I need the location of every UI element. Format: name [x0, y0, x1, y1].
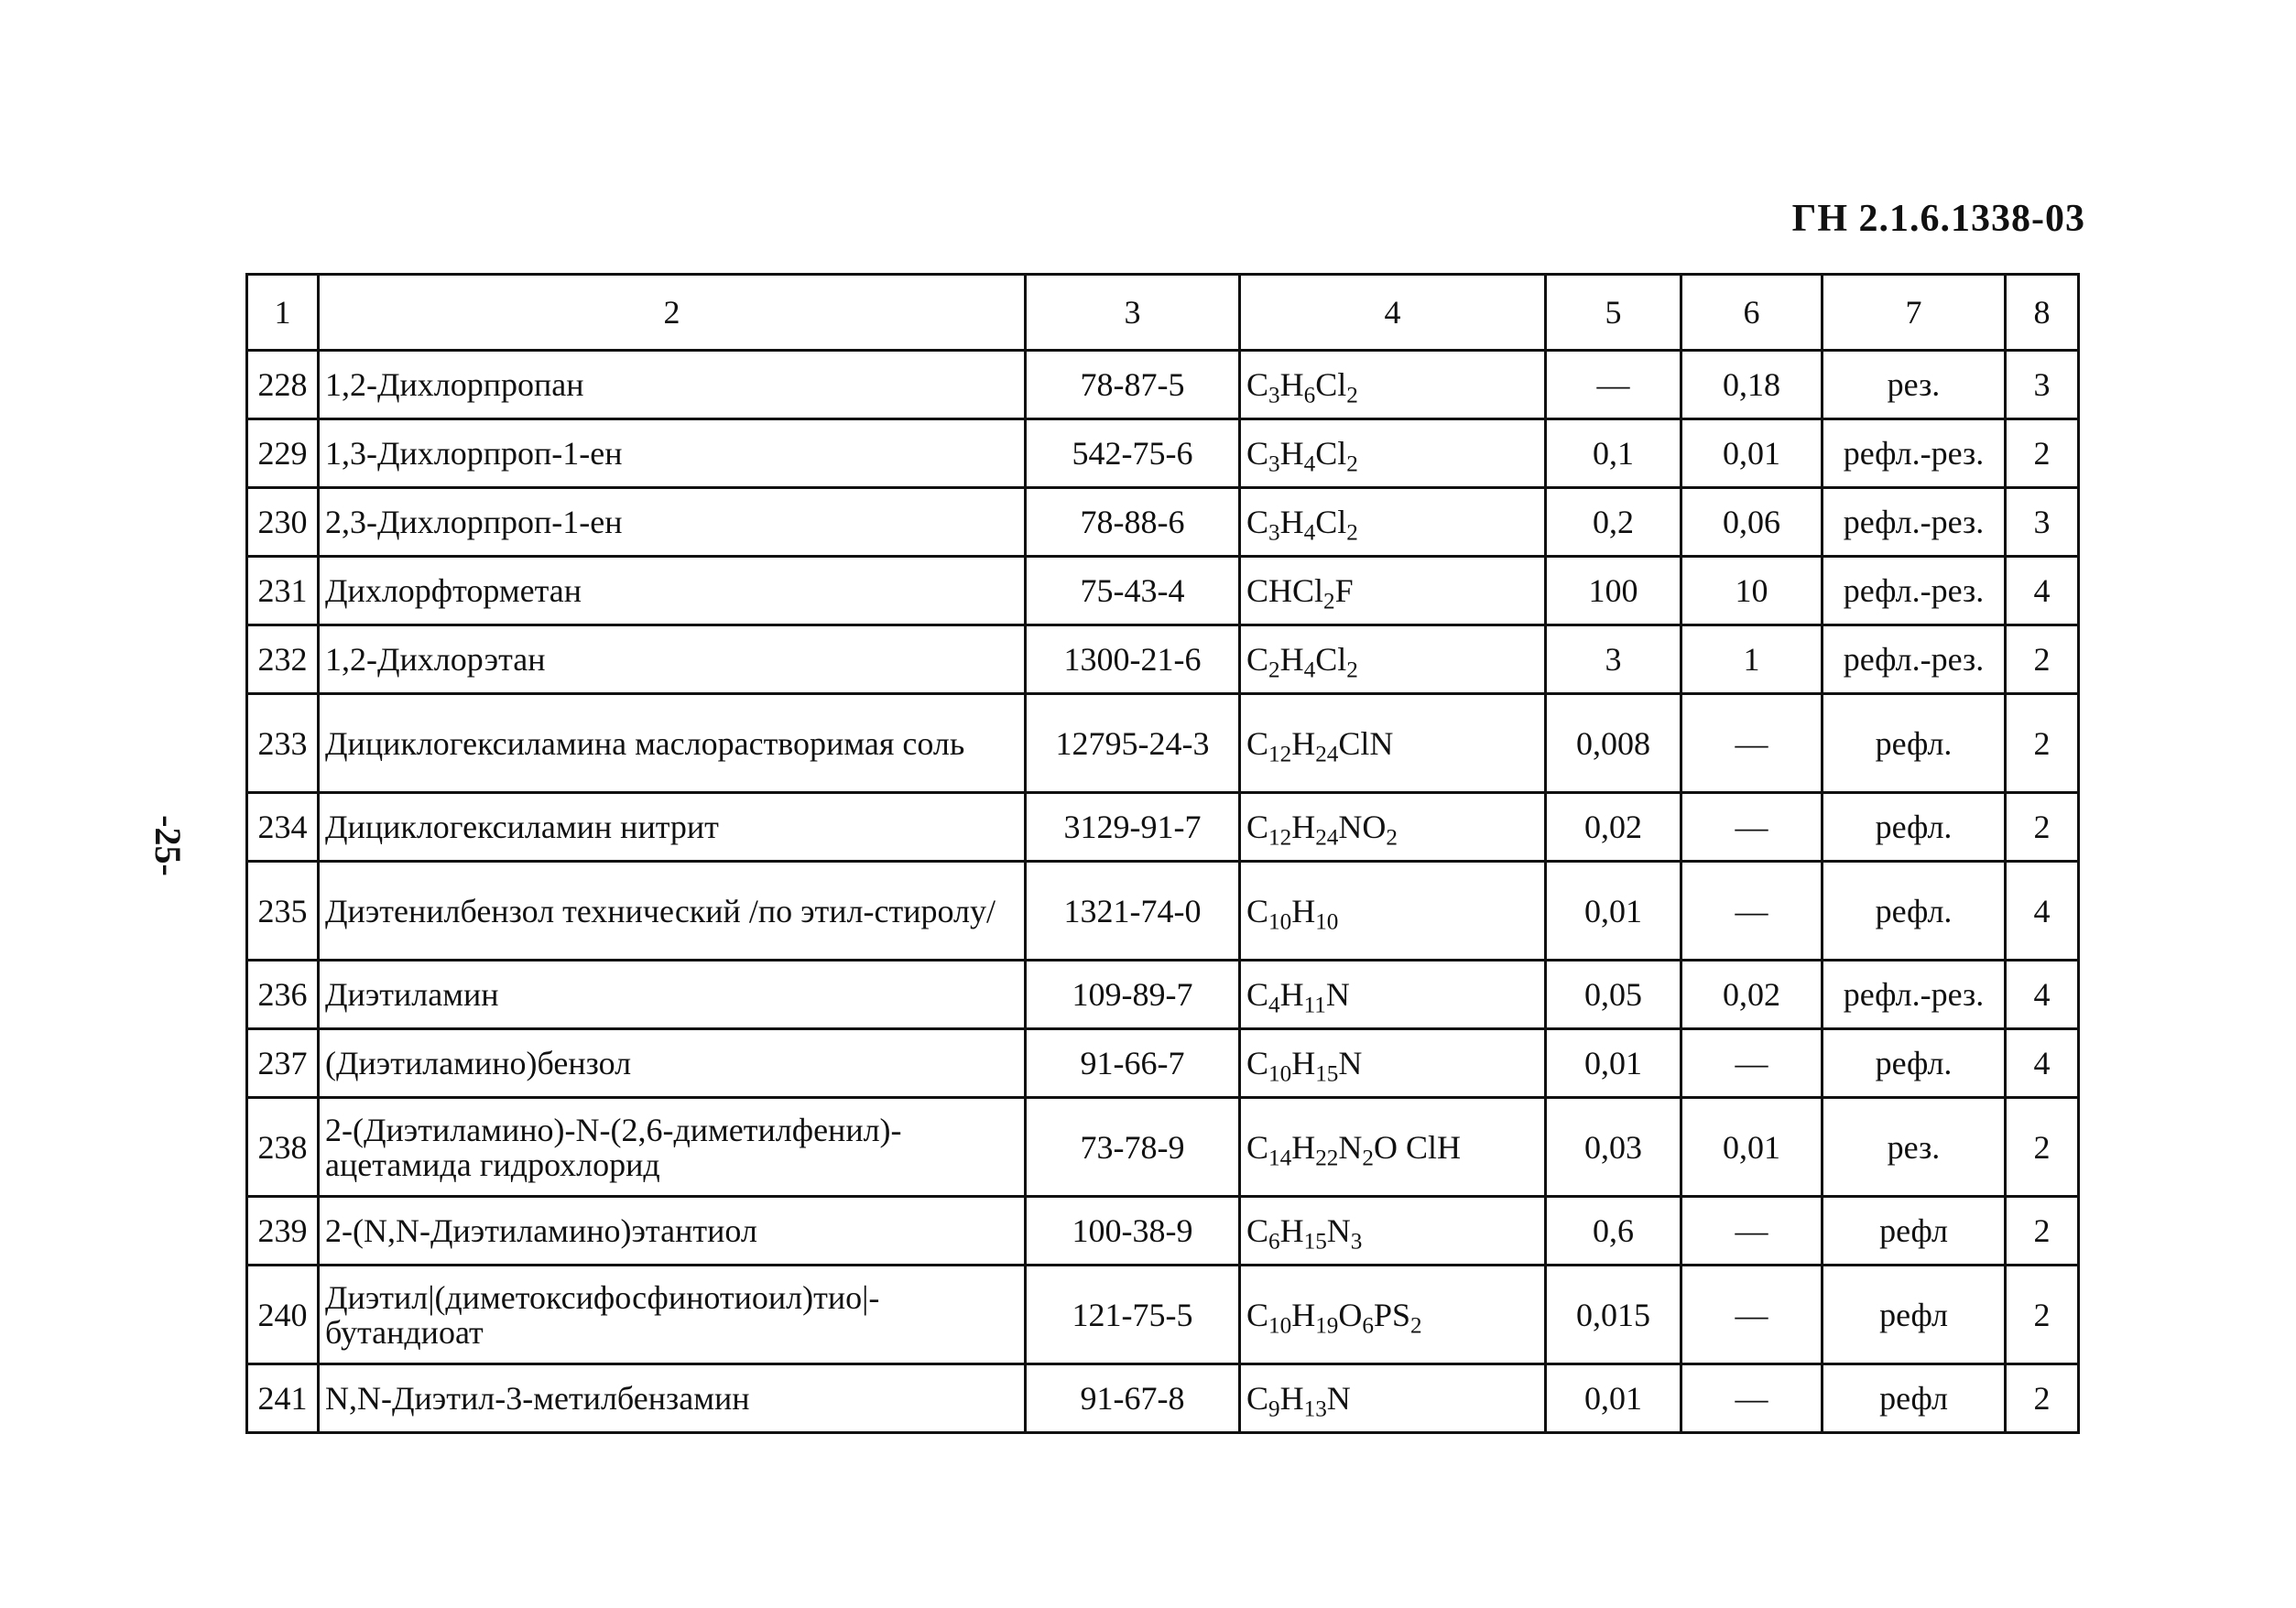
column-5-cell: 0,01 [1546, 1029, 1681, 1098]
cas-number-cell: 100-38-9 [1026, 1197, 1240, 1266]
header-cell-5: 5 [1546, 275, 1681, 351]
substance-name-cell: 1,3-Дихлорпроп-1-ен [319, 419, 1026, 488]
formula-text: C [1246, 1045, 1269, 1081]
formula-subscript: 3 [1350, 1229, 1363, 1255]
formula-cell [1240, 1364, 1546, 1433]
formula-subscript: 10 [1268, 1313, 1292, 1339]
formula-subscript: 19 [1315, 1313, 1339, 1339]
formula-cell [1240, 961, 1546, 1029]
substance-name-cell: Диэтенилбензол технический /по этил-стиролу/ [319, 862, 1026, 961]
substance-name-cell: 2-(Диэтиламино)-N-(2,6-диметилфенил)-ацетамида гидрохлорид [319, 1098, 1026, 1197]
cas-number-cell: 91-66-7 [1026, 1029, 1240, 1098]
hazard-class-cell: 2 [2006, 419, 2079, 488]
formula-subscript: 4 [1303, 520, 1316, 546]
column-5-cell: 0,01 [1546, 862, 1681, 961]
table-row [247, 694, 2079, 793]
formula-cell [1240, 625, 1546, 694]
header-cell-2: 2 [319, 275, 1026, 351]
formula-subscript: 12 [1268, 825, 1292, 851]
column-6-cell: 0,01 [1681, 1098, 1823, 1197]
cas-number-cell: 75-43-4 [1026, 557, 1240, 625]
header-cell-8: 8 [2006, 275, 2079, 351]
formula-text: C [1246, 1296, 1269, 1333]
row-number-cell: 240 [247, 1266, 319, 1364]
substance-name-cell: Дициклогексиламин нитрит [319, 793, 1026, 862]
formula-subscript: 11 [1303, 993, 1326, 1018]
formula-subscript: 2 [1410, 1313, 1422, 1339]
formula-text: H [1291, 892, 1316, 929]
row-number-cell: 230 [247, 488, 319, 557]
aggregate-state-cell: рефл [1823, 1364, 2006, 1433]
cas-number-cell: 1321-74-0 [1026, 862, 1240, 961]
formula-subscript: 15 [1315, 1061, 1339, 1087]
column-5-cell: 0,03 [1546, 1098, 1681, 1197]
column-5-cell: 100 [1546, 557, 1681, 625]
table-row [247, 419, 2079, 488]
row-number-cell: 237 [247, 1029, 319, 1098]
formula-subscript: 2 [1346, 657, 1358, 683]
cas-number-cell: 542-75-6 [1026, 419, 1240, 488]
hazard-class-cell: 3 [2006, 351, 2079, 419]
cas-number-cell: 12795-24-3 [1026, 694, 1240, 793]
hazard-class-cell: 2 [2006, 1098, 2079, 1197]
table-row [247, 1197, 2079, 1266]
row-number-cell: 232 [247, 625, 319, 694]
cas-number-cell: 78-88-6 [1026, 488, 1240, 557]
column-6-cell: 0,02 [1681, 961, 1823, 1029]
formula-text: C [1246, 504, 1269, 540]
formula-subscript: 10 [1268, 1061, 1292, 1087]
formula-subscript: 24 [1315, 742, 1339, 767]
header-cell-1: 1 [247, 275, 319, 351]
formula-text: H [1279, 435, 1304, 472]
column-6-cell: — [1681, 1266, 1823, 1364]
table-row [247, 351, 2079, 419]
formula-subscript: 13 [1303, 1396, 1327, 1422]
formula-text: H [1279, 1380, 1304, 1417]
formula-subscript: 15 [1303, 1229, 1327, 1255]
column-5-cell: 0,015 [1546, 1266, 1681, 1364]
formula-subscript: 24 [1315, 825, 1339, 851]
formula-text: H [1291, 1296, 1316, 1333]
formula-subscript: 2 [1323, 589, 1335, 614]
hazard-class-cell: 4 [2006, 557, 2079, 625]
formula-subscript: 4 [1303, 657, 1316, 683]
document-code: ГН 2.1.6.1338-03 [1791, 198, 2085, 240]
substance-name-cell: Диэтиламин [319, 961, 1026, 1029]
formula-text: H [1279, 976, 1304, 1013]
column-6-cell: — [1681, 1029, 1823, 1098]
formula-text: N [1326, 1212, 1351, 1249]
column-6-cell: — [1681, 793, 1823, 862]
formula-text: C [1246, 892, 1269, 929]
formula-text: H [1279, 641, 1304, 678]
hazard-class-cell: 2 [2006, 1364, 2079, 1433]
header-cell-3: 3 [1026, 275, 1240, 351]
formula-subscript: 2 [1346, 451, 1358, 477]
aggregate-state-cell: рефл.-рез. [1823, 488, 2006, 557]
formula-text: N [1338, 1128, 1363, 1166]
formula-subscript: 6 [1362, 1313, 1374, 1339]
formula-text: Cl [1315, 366, 1347, 403]
column-6-cell: 0,01 [1681, 419, 1823, 488]
column-5-cell: 0,05 [1546, 961, 1681, 1029]
formula-text: CHCl [1246, 572, 1324, 609]
column-6-cell: — [1681, 1364, 1823, 1433]
aggregate-state-cell: рефл. [1823, 862, 2006, 961]
table-row [247, 1029, 2079, 1098]
hazard-class-cell: 2 [2006, 1197, 2079, 1266]
substance-name-cell: 1,2-Дихлорэтан [319, 625, 1026, 694]
formula-subscript: 2 [1346, 520, 1358, 546]
formula-text: H [1291, 1045, 1316, 1081]
formula-subscript: 2 [1386, 825, 1398, 851]
table-row [247, 1098, 2079, 1197]
formula-text: H [1279, 504, 1304, 540]
formula-cell [1240, 1266, 1546, 1364]
table-row [247, 793, 2079, 862]
formula-subscript: 3 [1268, 451, 1280, 477]
formula-text: Cl [1315, 435, 1347, 472]
column-6-cell: 1 [1681, 625, 1823, 694]
formula-text: N [1326, 1380, 1351, 1417]
formula-text: O [1338, 1296, 1363, 1333]
aggregate-state-cell: рефл.-рез. [1823, 961, 2006, 1029]
formula-subscript: 2 [1362, 1146, 1374, 1171]
formula-cell [1240, 694, 1546, 793]
table-row [247, 625, 2079, 694]
cas-number-cell: 73-78-9 [1026, 1098, 1240, 1197]
column-5-cell: 3 [1546, 625, 1681, 694]
aggregate-state-cell: рефл [1823, 1197, 2006, 1266]
formula-subscript: 2 [1346, 383, 1358, 408]
cas-number-cell: 121-75-5 [1026, 1266, 1240, 1364]
row-number-cell: 236 [247, 961, 319, 1029]
formula-subscript: 2 [1268, 657, 1280, 683]
formula-cell [1240, 793, 1546, 862]
formula-text: C [1246, 1212, 1269, 1249]
formula-text: C [1246, 641, 1269, 678]
column-5-cell: 0,01 [1546, 1364, 1681, 1433]
cas-number-cell: 78-87-5 [1026, 351, 1240, 419]
substance-name-cell: 2,3-Дихлорпроп-1-ен [319, 488, 1026, 557]
substance-name-cell: N,N-Диэтил-3-метилбензамин [319, 1364, 1026, 1433]
substance-name-cell: Диэтил|(диметоксифосфинотиоил)тио|-бутандиоат [319, 1266, 1026, 1364]
header-cell-6: 6 [1681, 275, 1823, 351]
aggregate-state-cell: рефл.-рез. [1823, 557, 2006, 625]
column-5-cell: 0,6 [1546, 1197, 1681, 1266]
cas-number-cell: 3129-91-7 [1026, 793, 1240, 862]
row-number-cell: 228 [247, 351, 319, 419]
row-number-cell: 229 [247, 419, 319, 488]
aggregate-state-cell: рефл.-рез. [1823, 625, 2006, 694]
column-5-cell: 0,1 [1546, 419, 1681, 488]
column-5-cell: 0,02 [1546, 793, 1681, 862]
formula-subscript: 6 [1268, 1229, 1280, 1255]
formula-subscript: 22 [1315, 1146, 1339, 1171]
aggregate-state-cell: рефл. [1823, 1029, 2006, 1098]
formula-text: F [1334, 572, 1354, 609]
formula-text: H [1291, 724, 1316, 762]
table-row [247, 1266, 2079, 1364]
aggregate-state-cell: рефл [1823, 1266, 2006, 1364]
aggregate-state-cell: рефл. [1823, 793, 2006, 862]
formula-text: C [1246, 1128, 1269, 1166]
hazard-class-cell: 3 [2006, 488, 2079, 557]
formula-text: C [1246, 366, 1269, 403]
column-6-cell: — [1681, 694, 1823, 793]
formula-cell [1240, 351, 1546, 419]
formula-subscript: 12 [1268, 742, 1292, 767]
table-row [247, 557, 2079, 625]
formula-text: Cl [1315, 504, 1347, 540]
aggregate-state-cell: рефл.-рез. [1823, 419, 2006, 488]
cas-number-cell: 1300-21-6 [1026, 625, 1240, 694]
hazard-class-cell: 2 [2006, 793, 2079, 862]
formula-text: C [1246, 435, 1269, 472]
hazard-class-cell: 4 [2006, 961, 2079, 1029]
table-row [247, 862, 2079, 961]
formula-subscript: 9 [1268, 1396, 1280, 1422]
formula-cell [1240, 862, 1546, 961]
page-number: -25- [147, 815, 189, 876]
formula-subscript: 4 [1303, 451, 1316, 477]
formula-subscript: 3 [1268, 520, 1280, 546]
row-number-cell: 235 [247, 862, 319, 961]
hazard-class-cell: 2 [2006, 625, 2079, 694]
formula-text: PS [1373, 1296, 1411, 1333]
cas-number-cell: 91-67-8 [1026, 1364, 1240, 1433]
formula-cell [1240, 419, 1546, 488]
column-5-cell: — [1546, 351, 1681, 419]
formula-subscript: 10 [1315, 909, 1339, 935]
table-body [247, 351, 2079, 1433]
aggregate-state-cell: рефл. [1823, 694, 2006, 793]
formula-subscript: 6 [1303, 383, 1316, 408]
column-6-cell: — [1681, 862, 1823, 961]
formula-cell [1240, 557, 1546, 625]
column-6-cell: 0,18 [1681, 351, 1823, 419]
formula-subscript: 14 [1268, 1146, 1292, 1171]
formula-text: Cl [1315, 641, 1347, 678]
formula-text: N [1325, 976, 1350, 1013]
aggregate-state-cell: рез. [1823, 1098, 2006, 1197]
hazard-class-cell: 2 [2006, 694, 2079, 793]
header-row [247, 275, 2079, 351]
formula-text: ClN [1338, 724, 1394, 762]
substance-name-cell: (Диэтиламино)бензол [319, 1029, 1026, 1098]
formula-text: N [1338, 1045, 1363, 1081]
column-6-cell: 10 [1681, 557, 1823, 625]
table-row [247, 488, 2079, 557]
formula-text: H [1291, 809, 1316, 845]
formula-text: H [1291, 1128, 1316, 1166]
row-number-cell: 239 [247, 1197, 319, 1266]
cas-number-cell: 109-89-7 [1026, 961, 1240, 1029]
formula-text: NO [1338, 809, 1387, 845]
formula-subscript: 10 [1268, 909, 1292, 935]
table-row [247, 1364, 2079, 1433]
formula-cell [1240, 1029, 1546, 1098]
substance-name-cell: 2-(N,N-Диэтиламино)этантиол [319, 1197, 1026, 1266]
header-cell-4: 4 [1240, 275, 1546, 351]
hazard-class-cell: 4 [2006, 862, 2079, 961]
substances-table [245, 273, 2080, 1434]
formula-text: H [1279, 1212, 1304, 1249]
header-cell-7: 7 [1823, 275, 2006, 351]
formula-cell [1240, 1098, 1546, 1197]
row-number-cell: 241 [247, 1364, 319, 1433]
column-5-cell: 0,008 [1546, 694, 1681, 793]
substance-name-cell: 1,2-Дихлорпропан [319, 351, 1026, 419]
formula-text: C [1246, 976, 1269, 1013]
hazard-class-cell: 2 [2006, 1266, 2079, 1364]
row-number-cell: 234 [247, 793, 319, 862]
formula-text: C [1246, 1380, 1269, 1417]
row-number-cell: 233 [247, 694, 319, 793]
aggregate-state-cell: рез. [1823, 351, 2006, 419]
formula-cell [1240, 1197, 1546, 1266]
formula-subscript: 4 [1268, 993, 1280, 1018]
hazard-class-cell: 4 [2006, 1029, 2079, 1098]
column-6-cell: — [1681, 1197, 1823, 1266]
formula-text: C [1246, 809, 1269, 845]
formula-text: H [1279, 366, 1304, 403]
formula-cell [1240, 488, 1546, 557]
substance-name-cell: Дициклогексиламина маслорастворимая соль [319, 694, 1026, 793]
formula-subscript: 3 [1268, 383, 1280, 408]
row-number-cell: 238 [247, 1098, 319, 1197]
column-5-cell: 0,2 [1546, 488, 1681, 557]
row-number-cell: 231 [247, 557, 319, 625]
substance-name-cell: Дихлорфторметан [319, 557, 1026, 625]
formula-text: O ClH [1373, 1128, 1461, 1166]
table-row [247, 961, 2079, 1029]
formula-text: C [1246, 724, 1269, 762]
column-6-cell: 0,06 [1681, 488, 1823, 557]
